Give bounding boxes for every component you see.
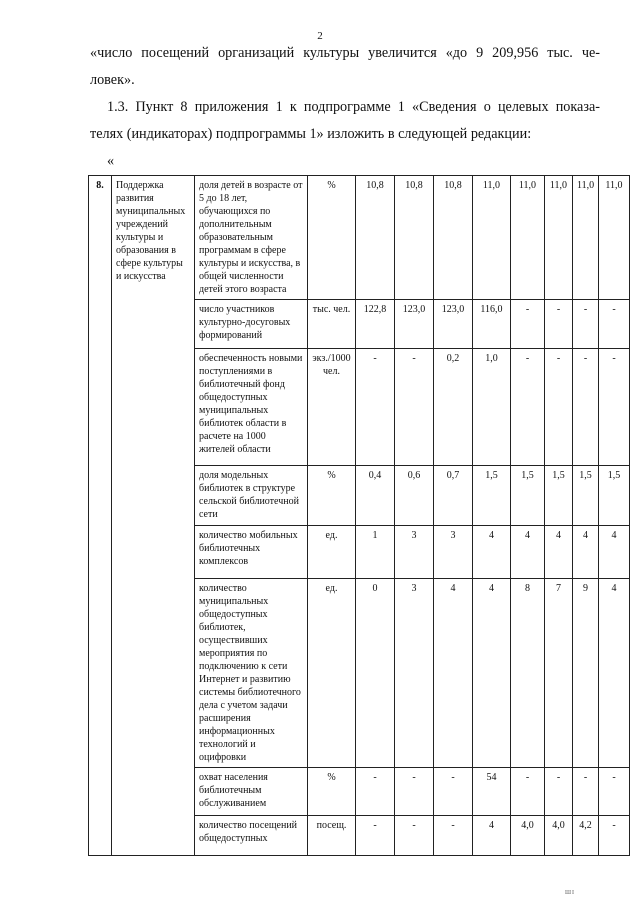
value-cell: - [395,768,434,816]
indicator-cell: доля детей в возрасте от 5 до 18 лет, обучающихся по дополнительным образовательным программам в сфере культуры и искусства, в общей численности детей этого возраста [195,176,308,300]
value-cell: - [599,349,630,466]
unit-cell: экз./1000 чел. [308,349,356,466]
value-cell: - [511,300,545,349]
value-cell: 10,8 [356,176,395,300]
opening-quote: « [107,153,115,169]
value-cell: - [356,349,395,466]
indicator-cell: количество муниципальных общедоступных библиотек, осуществивших мероприятия по подключению к сети Интернет и развитию системы библиотечного дела с учетом задачи расширения информационных технологий и оцифровки [195,579,308,768]
indicator-cell: количество мобильных библиотечных комплексов [195,526,308,579]
indicator-cell: охват населения библиотечным обслуживанием [195,768,308,816]
value-cell: 3 [434,526,473,579]
value-cell: - [545,768,573,816]
unit-cell: посещ. [308,816,356,856]
indicators-table-body [89,176,630,856]
unit-cell: ед. [308,526,356,579]
value-cell: - [545,349,573,466]
paragraph-2-line-1: 1.3. Пункт 8 приложения 1 к подпрограмме 1 «Сведения о целевых показа- [107,99,600,115]
value-cell: - [599,768,630,816]
unit-cell: ед. [308,579,356,768]
value-cell: - [434,768,473,816]
value-cell: 0,7 [434,466,473,526]
value-cell: 54 [473,768,511,816]
value-cell: - [573,349,599,466]
indicator-cell: доля модельных библиотек в структуре сельской библиотечной сети [195,466,308,526]
row-index-cell: 8. [89,176,112,856]
value-cell: - [599,300,630,349]
unit-cell: тыс. чел. [308,300,356,349]
value-cell: - [395,816,434,856]
value-cell: - [395,349,434,466]
value-cell: 3 [395,526,434,579]
value-cell: 4,2 [573,816,599,856]
value-cell: - [356,816,395,856]
value-cell: 10,8 [395,176,434,300]
indicator-cell: число участников культурно-досуговых формирований [195,300,308,349]
value-cell: 1,5 [545,466,573,526]
value-cell: 4 [599,579,630,768]
unit-cell: % [308,466,356,526]
unit-cell: % [308,176,356,300]
value-cell: - [573,300,599,349]
value-cell: 0,4 [356,466,395,526]
value-cell: - [511,349,545,466]
value-cell: 1 [356,526,395,579]
page-number: 2 [317,30,323,42]
value-cell: - [573,768,599,816]
value-cell: 11,0 [545,176,573,300]
value-cell: 9 [573,579,599,768]
value-cell: - [599,816,630,856]
indicator-cell: количество посещений общедоступных [195,816,308,856]
value-cell: 4 [434,579,473,768]
paragraph-1-line-2: ловек». [90,72,135,88]
value-cell: 122,8 [356,300,395,349]
value-cell: 123,0 [434,300,473,349]
program-name-cell: Поддержка развития муниципальных учреждений культуры и образования в сфере культуры и искусства [112,176,195,856]
value-cell: 11,0 [473,176,511,300]
value-cell: 4 [473,579,511,768]
value-cell: 4 [511,526,545,579]
table-row [89,176,630,300]
value-cell: 11,0 [599,176,630,300]
value-cell: 4,0 [511,816,545,856]
paragraph-1-line-1: «число посещений организаций культуры увеличится «до 9 209,956 тыс. че- [90,45,600,61]
value-cell: 0 [356,579,395,768]
value-cell: 0,6 [395,466,434,526]
value-cell: 1,5 [511,466,545,526]
value-cell: 1,5 [573,466,599,526]
value-cell: 1,0 [473,349,511,466]
footer-mark: ШI [565,890,576,896]
value-cell: 116,0 [473,300,511,349]
value-cell: - [511,768,545,816]
indicator-cell: обеспеченность новыми поступлениями в библиотечный фонд общедоступных муниципальных библиотек области в расчете на 1000 жителей области [195,349,308,466]
value-cell: 4,0 [545,816,573,856]
value-cell: 10,8 [434,176,473,300]
value-cell: 8 [511,579,545,768]
value-cell: 4 [473,526,511,579]
value-cell: - [356,768,395,816]
value-cell: 4 [599,526,630,579]
value-cell: 4 [473,816,511,856]
value-cell: 4 [573,526,599,579]
value-cell: 1,5 [599,466,630,526]
value-cell: 7 [545,579,573,768]
value-cell: - [545,300,573,349]
value-cell: 4 [545,526,573,579]
value-cell: 123,0 [395,300,434,349]
value-cell: - [434,816,473,856]
value-cell: 1,5 [473,466,511,526]
value-cell: 11,0 [511,176,545,300]
value-cell: 3 [395,579,434,768]
indicators-table [88,175,630,856]
value-cell: 0,2 [434,349,473,466]
value-cell: 11,0 [573,176,599,300]
paragraph-2-line-2: телях (индикаторах) подпрограммы 1» изложить в следующей редакции: [90,126,532,142]
unit-cell: % [308,768,356,816]
